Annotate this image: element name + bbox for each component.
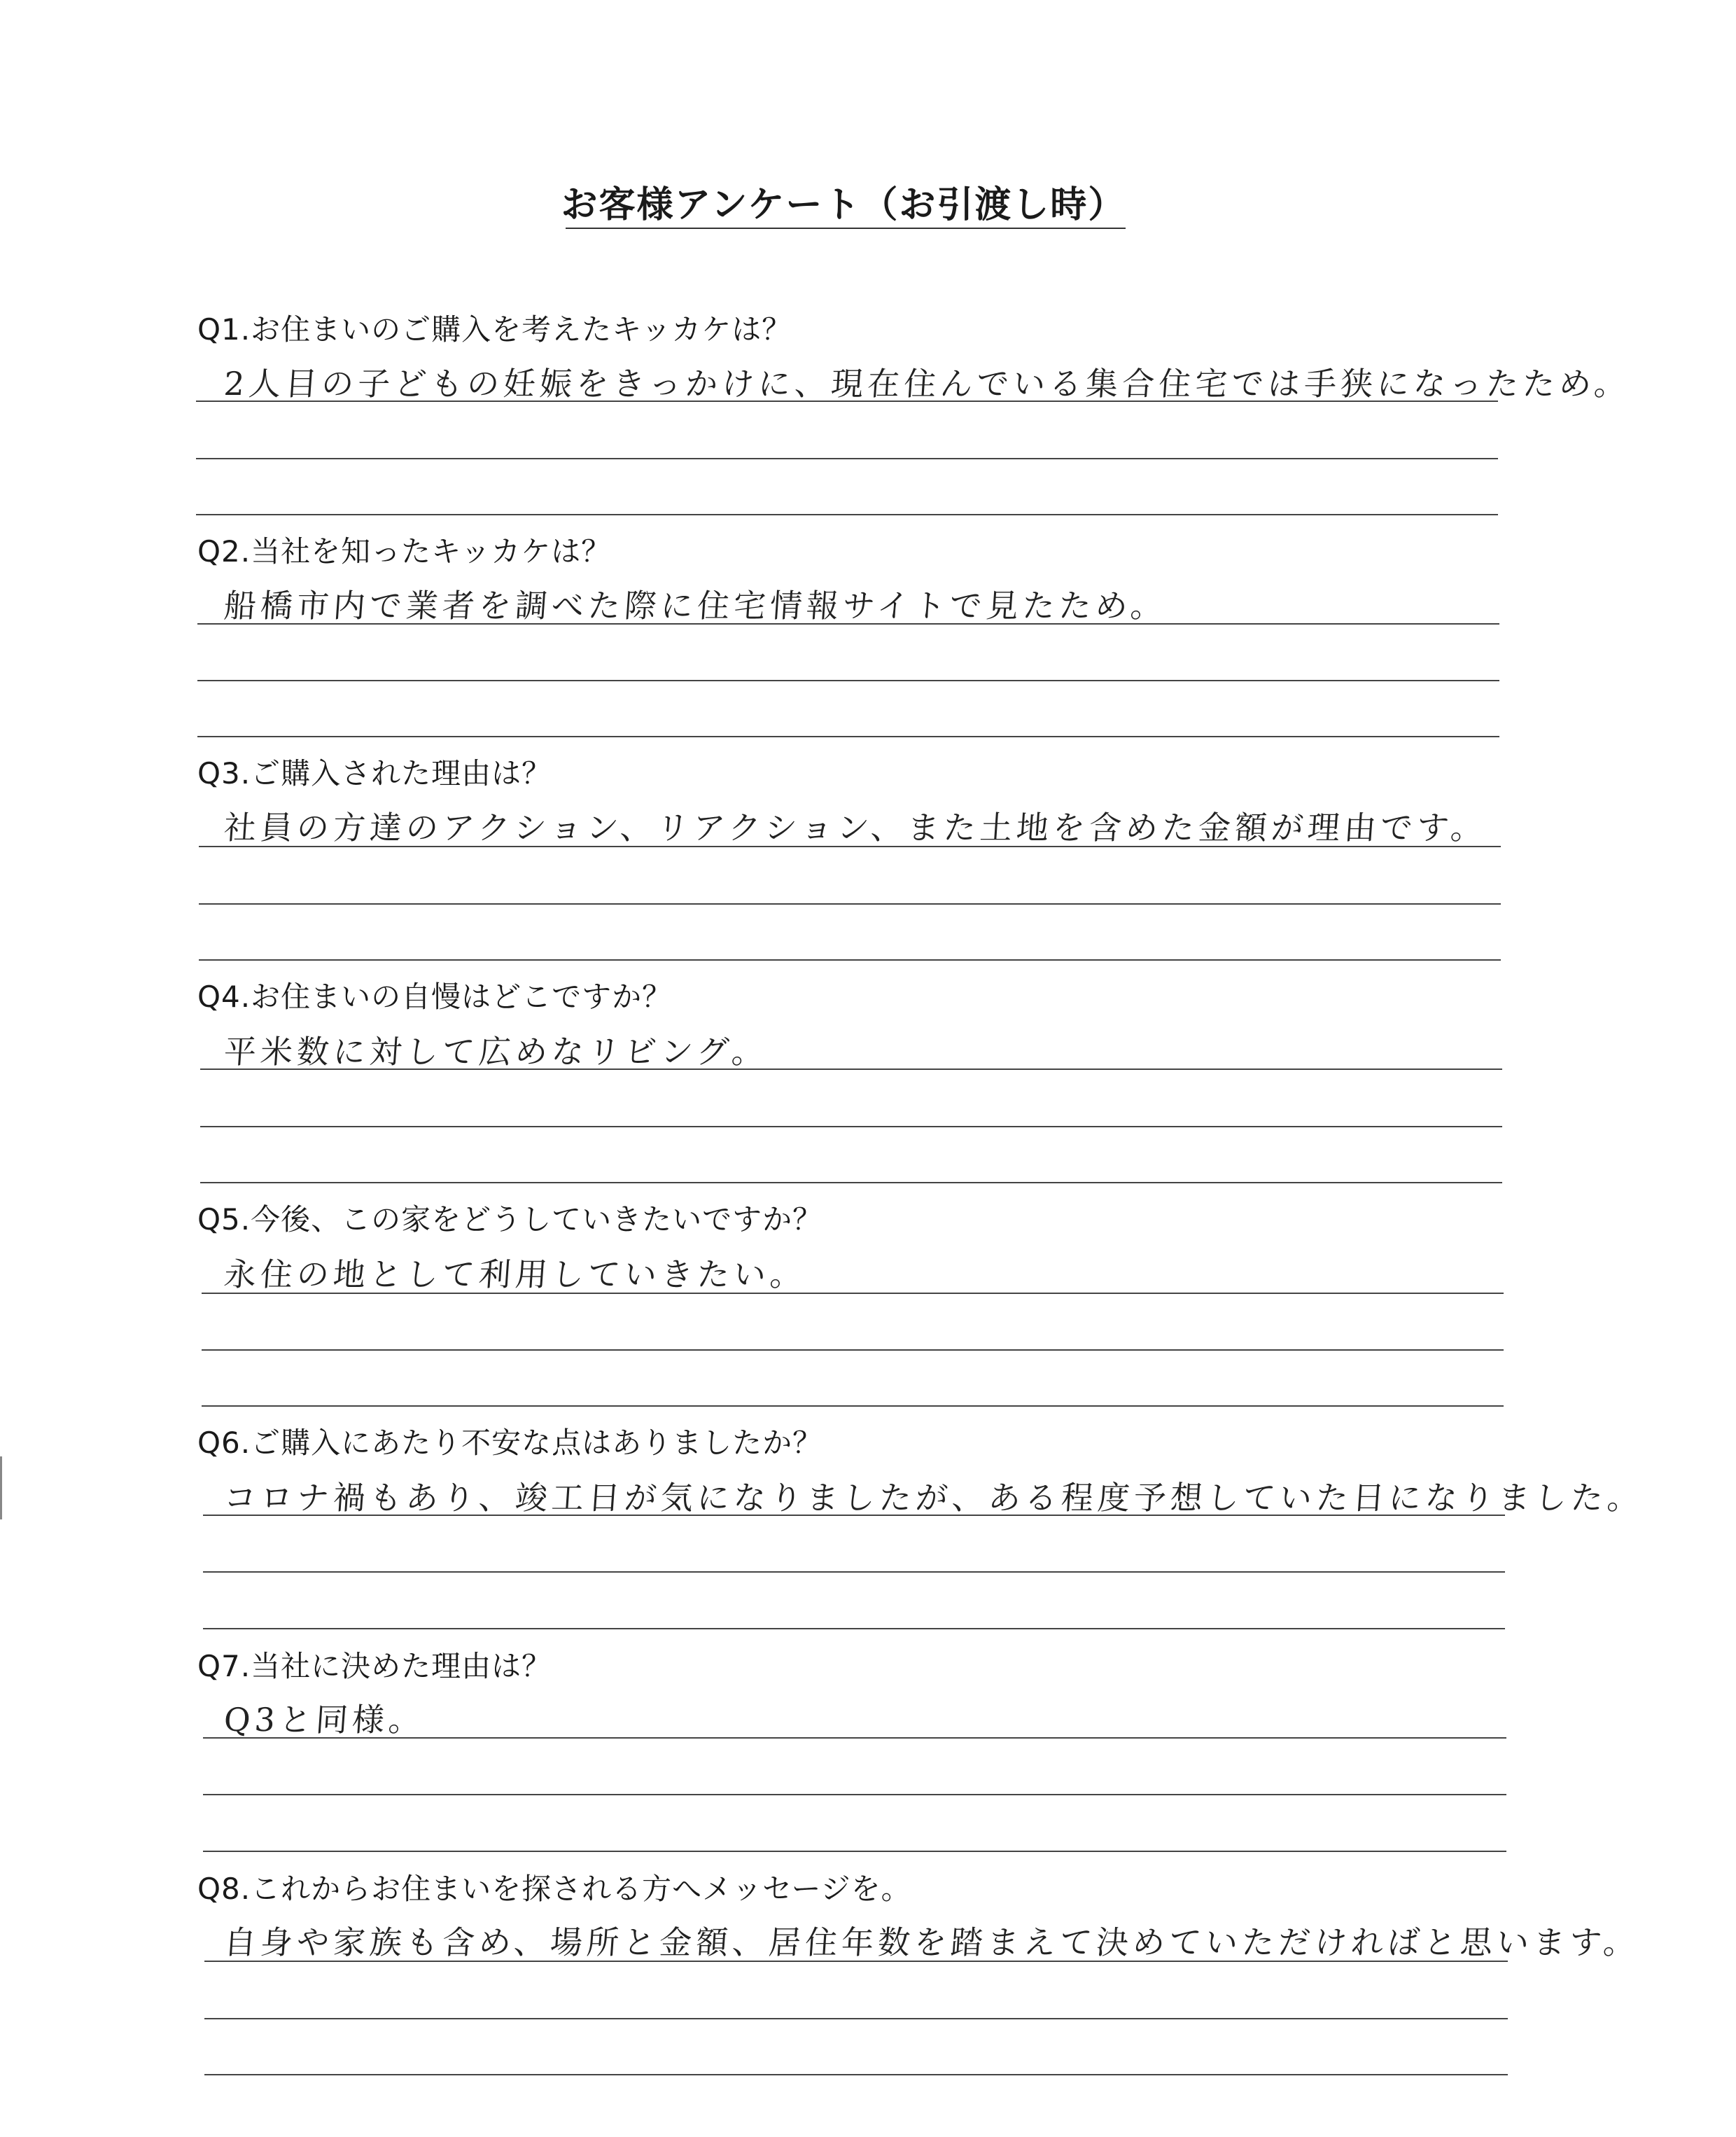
question-2-answer-line-1: [197, 623, 1499, 625]
question-7-answer-line-2: [203, 1794, 1506, 1795]
question-4-label: Q4.お住まいの自慢はどこですか？: [197, 980, 673, 1014]
question-4-answer-line-1: [200, 1068, 1502, 1070]
question-6-answer: コロナ禍もあり、竣工日が気になりましたが、ある程度予想していた日になりました。: [223, 1479, 1645, 1517]
question-3-answer-line-2: [199, 903, 1501, 905]
question-5-answer: 永住の地として利用していきたい。: [223, 1255, 808, 1293]
question-2-answer-line-2: [197, 680, 1499, 681]
question-4-answer: 平米数に対して広めなリビング。: [223, 1033, 770, 1071]
question-8-answer-line-2: [204, 2018, 1508, 2019]
question-8-answer-line-3: [204, 2074, 1508, 2075]
question-5-answer-line-3: [202, 1405, 1504, 1407]
page-title: お客様アンケート（お引渡し時）: [561, 184, 1126, 226]
question-1-answer-line-1: [196, 401, 1498, 402]
question-6-answer-line-1: [203, 1515, 1505, 1516]
question-7-answer: Q3と同様。: [223, 1701, 426, 1739]
question-3-answer: 社員の方達のアクション、リアクション、また土地を含めた金額が理由です。: [223, 809, 1489, 847]
question-3-answer-line-1: [199, 846, 1501, 847]
question-6-label: Q6.ご購入にあたり不安な点はありましたか？: [197, 1426, 823, 1460]
question-8-answer: 自身や家族も含め、場所と金額、居住年数を踏まえて決めていただければと思います。: [223, 1923, 1642, 1961]
question-1-answer-line-3: [196, 514, 1498, 515]
question-5-answer-line-1: [202, 1293, 1504, 1294]
question-3-answer-line-3: [199, 959, 1501, 961]
question-1-answer-line-2: [196, 458, 1498, 459]
question-5-label: Q5.今後、この家をどうしていきたいですか？: [197, 1202, 823, 1237]
question-4-answer-line-3: [200, 1182, 1502, 1183]
question-7-answer-line-3: [203, 1851, 1506, 1852]
question-8-answer-line-1: [204, 1961, 1508, 1962]
question-2-answer: 船橋市内で業者を調べた際に住宅情報サイトで見たため。: [223, 587, 1168, 625]
question-8-label: Q8.これからお住まいを探される方へメッセージを。: [197, 1872, 911, 1906]
question-2-answer-line-3: [197, 736, 1499, 737]
question-1-answer: 2人目の子どもの妊娠をきっかけに、現在住んでいる集合住宅では手狭になったため。: [223, 365, 1632, 403]
question-3-label: Q3.ご購入された理由は？: [197, 756, 552, 791]
question-4-answer-line-2: [200, 1126, 1502, 1127]
question-5-answer-line-2: [202, 1349, 1504, 1351]
question-6-answer-line-2: [203, 1571, 1505, 1573]
question-1-label: Q1.お住まいのご購入を考えたキッカケは？: [197, 312, 792, 347]
question-2-label: Q2.当社を知ったキッカケは？: [197, 534, 612, 569]
question-7-label: Q7.当社に決めた理由は？: [197, 1649, 552, 1683]
title-underline: [566, 228, 1126, 229]
scan-edge-mark: [0, 1456, 2, 1519]
question-7-answer-line-1: [203, 1737, 1506, 1739]
question-6-answer-line-3: [203, 1628, 1505, 1629]
